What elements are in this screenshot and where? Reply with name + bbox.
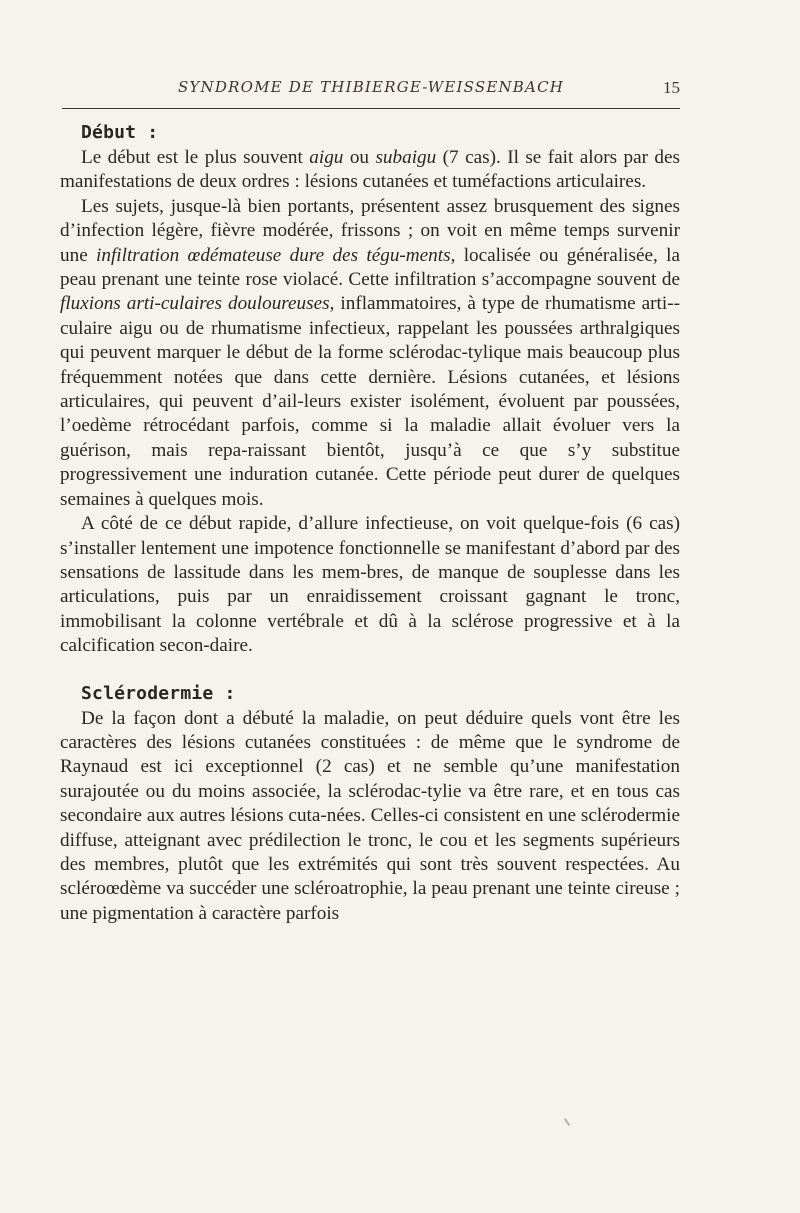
paragraph-debut-1 <box>60 146 680 195</box>
italic-segment: infiltration œdémateuse dure des tégu-ments <box>96 244 451 266</box>
text-segment: , localisée ou généralisée, la peau prenant une teinte rose violacé. Cette infiltration s’accompagne souvent de <box>60 244 680 291</box>
italic-segment: fluxions arti-culaires douloureuses <box>60 293 330 315</box>
paragraph-debut-2 <box>60 195 680 512</box>
print-speck <box>564 1118 570 1126</box>
italic-segment: subaigu <box>375 147 437 168</box>
paragraph-debut-3 <box>60 512 680 658</box>
text-segment: ou <box>343 147 376 168</box>
text-segment: (7 cas). Il se fait alors par des manifestations de deux ordres : lésions cutanées et tuméfactions articulaires. <box>60 147 680 193</box>
body-text <box>60 120 680 926</box>
text-segment: Les sujets, jusque-là bien portants, présentent assez brusquement des signes d’infection légère, fièvre modérée, frissons ; on voit en même temps survenir une <box>60 195 680 266</box>
paragraph-sclerodermie-1 <box>60 707 680 927</box>
page-number: 15 <box>663 78 680 97</box>
text-segment: De la façon dont a débuté la maladie, on peut déduire quels vont être les caractères des lésions cutanées constituées : de même que le syndrome de Raynaud est ici exceptionnel (2 cas) et ne semble qu’une manifestation surajoutée ou du moins associée, la sclérodac-tylie va être rare, et en tous cas secondaire aux autres lésions cuta-nées. Celles-ci consistent en une sclérodermie diffuse, atteignant avec prédilection le tronc, le cou et les segments supérieurs des membres, plutôt que les extrémités qui sont très souvent respectées. Au scléroœdème va succéder une scléroatrophie, la peau prenant une teinte cireuse ; une pigmentation à caractère parfois <box>60 707 680 924</box>
section-heading-debut: Début : <box>81 122 159 143</box>
section-heading-sclerodermie: Sclérodermie : <box>81 682 236 704</box>
running-title: SYNDROME DE THIBIERGE-WEISSENBACH <box>177 78 565 96</box>
text-segment: A côté de ce début rapide, d’allure infectieuse, on voit quelque-fois (6 cas) s’installer lentement une impotence fonctionnelle se manifestant d’abord par des sensations de lassitude dans les mem-bres, de manque de souplesse dans les articulations, puis par un enraidissement croissant gagnant le tronc, immobilisant la colonne vertébrale et dû à la sclérose progressive et à la calcification secon-daire. <box>60 513 680 657</box>
running-head <box>62 78 680 109</box>
text-segment: , inflammatoires, à type de rhumatisme arti-culaire aigu ou de rhumatisme infectieux, rappelant les poussées arthralgiques qui peuvent marquer le début de la forme sclérodac-tylique mais beaucoup plus fréquemment notées que dans cette dernière. Lésions cutanées, et lésions articulaires, qui peuvent d’ail-leurs exister isolément, évoluent par poussées, l’oedème rétrocédant parfois, comme si la maladie allait évoluer vers la guérison, mais repa-raissant bientôt, jusqu’à ce que s’y substitue progressivement une induration cutanée. Cette période peut durer de quelques semaines à quelques mois. <box>60 293 680 510</box>
text-segment: Le début est le plus souvent <box>81 147 310 168</box>
italic-segment: aigu <box>309 147 344 168</box>
